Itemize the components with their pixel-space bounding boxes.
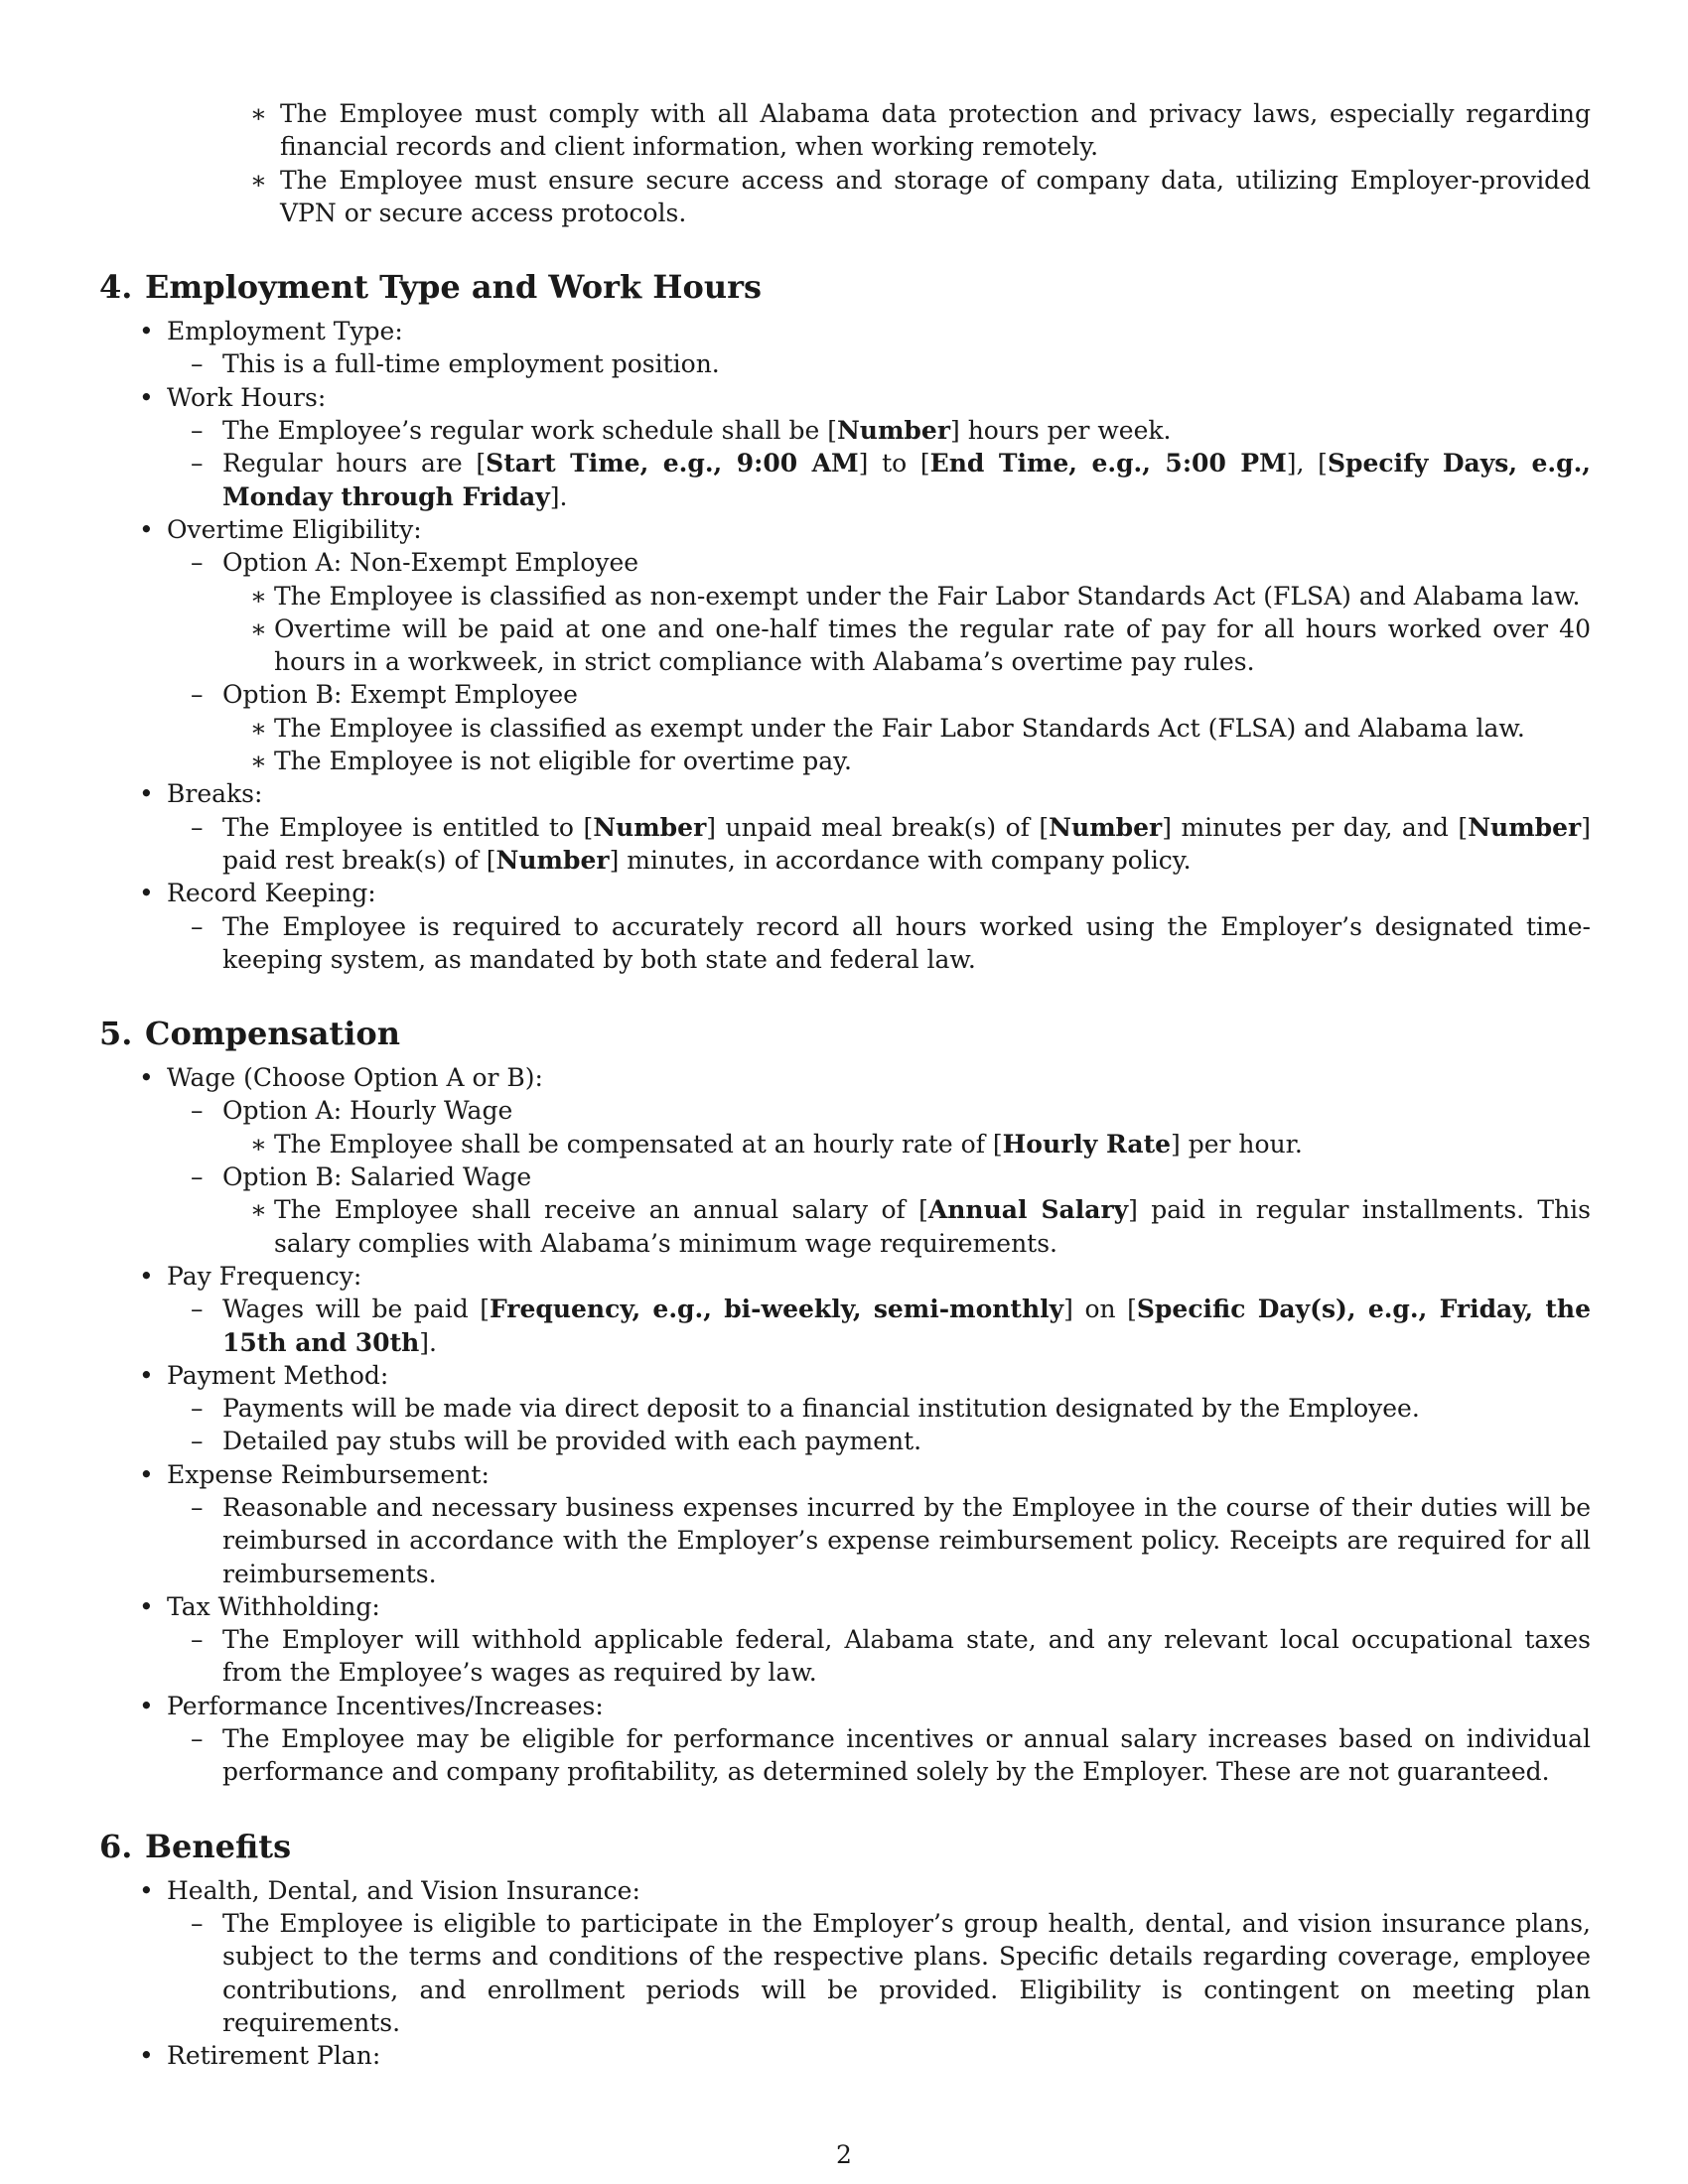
- list-item-tax-withholding: • Tax Withholding: – The Employer will withhold applicable federal, Alabama state, and any relevant local occupational taxes from the Employee’s wages as required by law.: [99, 1590, 1591, 1690]
- list-item: ∗ The Employee must ensure secure access and storage of company data, utilizing Employer-provided VPN or secure access protocols.: [240, 164, 1591, 230]
- section-4-list: [99, 315, 1591, 976]
- remote-work-list: [240, 97, 1591, 229]
- list-item-option-b: – Option B: Salaried Wage ∗ The Employee shall receive an annual salary of [Annual Salary] paid in regular installments. This salary complies with Alabama’s minimum wage requirements.: [161, 1160, 1591, 1260]
- page-number: 2: [836, 2140, 852, 2169]
- placeholder-field: Hourly Rate: [1002, 1129, 1172, 1159]
- list-item: ∗ The Employee shall receive an annual salary of [Annual Salary] paid in regular installments. This salary complies with Alabama’s minimum wage requirements.: [211, 1193, 1591, 1260]
- placeholder-field: Annual Salary: [927, 1195, 1129, 1225]
- list-item: – Detailed pay stubs will be provided with each payment.: [161, 1425, 1591, 1457]
- list-item: – The Employee may be eligible for performance incentives or annual salary increases based on individual performance and company profitability, as determined solely by the Employer. These are not guaranteed.: [161, 1722, 1591, 1789]
- list-item-performance-incentives: • Performance Incentives/Increases: – The Employee may be eligible for performance incentives or annual salary increases based on individual performance and company profitability, as determined solely by the Employer. These are not guaranteed.: [99, 1690, 1591, 1789]
- list-item-health-insurance: • Health, Dental, and Vision Insurance: – The Employee is eligible to participate in the Employer’s group health, dental, and vision insurance plans, subject to the terms and conditions of the respective plans. Specific details regarding coverage, employee contributions, and enrollment periods will be provided. Eligibility is contingent on meeting plan requirements.: [99, 1874, 1591, 2039]
- list-item-wage: • Wage (Choose Option A or B): – Option A: Hourly Wage ∗ The Employee shall be compensated at an hourly rate of [Hourly Rate] per hour. – Option B: Salaried Wage ∗ The Employee shall receive an annual salary of [Annual Salary] paid in regular installments. This salary complies with Alabama’s minimum wage requirements.: [99, 1061, 1591, 1260]
- list-item: ∗ The Employee must comply with all Alabama data protection and privacy laws, especially regarding financial records and client information, when working remotely.: [240, 97, 1591, 164]
- list-item: ∗ The Employee is classified as non-exempt under the Fair Labor Standards Act (FLSA) and Alabama law.: [211, 580, 1591, 613]
- list-item: ∗ The Employee shall be compensated at an hourly rate of [Hourly Rate] per hour.: [211, 1128, 1591, 1160]
- list-item: ∗ The Employee is classified as exempt under the Fair Labor Standards Act (FLSA) and Alabama law.: [211, 712, 1591, 745]
- placeholder-field: Frequency, e.g., bi-weekly, semi-monthly: [489, 1295, 1064, 1324]
- placeholder-field: Number: [495, 845, 610, 875]
- list-item: – Reasonable and necessary business expenses incurred by the Employee in the course of their duties will be reimbursed in accordance with the Employer’s expense reimbursement policy. Receipts are required for all reimbursements.: [161, 1491, 1591, 1590]
- placeholder-field: Number: [1049, 812, 1163, 842]
- list-item: – The Employee’s regular work schedule shall be [Number] hours per week.: [161, 414, 1591, 447]
- list-item: – The Employer will withhold applicable federal, Alabama state, and any relevant local occupational taxes from the Employee’s wages as required by law.: [161, 1623, 1591, 1690]
- list-item: – Regular hours are [Start Time, e.g., 9:00 AM] to [End Time, e.g., 5:00 PM], [Specify Days, e.g., Monday through Friday].: [161, 447, 1591, 513]
- placeholder-field: Specify Days, e.g., Monday through Friday: [222, 449, 1591, 511]
- section-5-list: [99, 1061, 1591, 1789]
- list-item: – Payments will be made via direct deposit to a financial institution designated by the Employee.: [161, 1392, 1591, 1425]
- list-item-overtime: • Overtime Eligibility: – Option A: Non-Exempt Employee ∗ The Employee is classified as non-exempt under the Fair Labor Standards Act (FLSA) and Alabama law. ∗ Overtime will be paid at one and one-half times the regular rate of pay for all hours worked over 40 hours in a workweek, in strict compliance with Alabama’s overtime pay rules. – Option B: Exempt Employee ∗ The Employee is classified as exempt under the Fair Labor Standards Act (FLSA) and Alabama law. ∗ The Employee is not eligible for overtime pay.: [99, 513, 1591, 777]
- list-item: – The Employee is eligible to participate in the Employer’s group health, dental, and vision insurance plans, subject to the terms and conditions of the respective plans. Specific details regarding coverage, employee contributions, and enrollment periods will be provided. Eligibility is contingent on meeting plan requirements.: [161, 1907, 1591, 2039]
- list-item-retirement-plan: • Retirement Plan:: [99, 2039, 1591, 2072]
- list-item-payment-method: • Payment Method: – Payments will be made via direct deposit to a financial institution designated by the Employee. – Detailed pay stubs will be provided with each payment.: [99, 1359, 1591, 1458]
- list-item-employment-type: • Employment Type: – This is a full-time employment position.: [99, 315, 1591, 381]
- list-item-option-a: – Option A: Non-Exempt Employee ∗ The Employee is classified as non-exempt under the Fair Labor Standards Act (FLSA) and Alabama law. ∗ Overtime will be paid at one and one-half times the regular rate of pay for all hours worked over 40 hours in a workweek, in strict compliance with Alabama’s overtime pay rules.: [161, 546, 1591, 678]
- list-item: – The Employee is required to accurately record all hours worked using the Employer’s designated time-keeping system, as mandated by both state and federal law.: [161, 910, 1591, 977]
- document-page: [99, 97, 1591, 2072]
- section-heading-employment-type: 4. Employment Type and Work Hours: [99, 268, 762, 307]
- placeholder-field: End Time, e.g., 5:00 PM: [929, 449, 1287, 478]
- list-item-record-keeping: • Record Keeping: – The Employee is required to accurately record all hours worked using the Employer’s designated time-keeping system, as mandated by both state and federal law.: [99, 877, 1591, 976]
- list-item-expense-reimbursement: • Expense Reimbursement: – Reasonable and necessary business expenses incurred by the Employee in the course of their duties will be reimbursed in accordance with the Employer’s expense reimbursement policy. Receipts are required for all reimbursements.: [99, 1458, 1591, 1590]
- list-item: – Wages will be paid [Frequency, e.g., bi-weekly, semi-monthly] on [Specific Day(s), e.g., Friday, the 15th and 30th].: [161, 1293, 1591, 1359]
- list-item-work-hours: • Work Hours: – The Employee’s regular work schedule shall be [Number] hours per week. – Regular hours are [Start Time, e.g., 9:00 AM] to [End Time, e.g., 5:00 PM], [Specify Days, e.g., Monday through Friday].: [99, 381, 1591, 513]
- list-item: ∗ The Employee is not eligible for overtime pay.: [211, 745, 1591, 777]
- section-heading-compensation: 5. Compensation: [99, 1015, 400, 1053]
- section-6-list: [99, 1874, 1591, 2073]
- placeholder-field: Specific Day(s), e.g., Friday, the 15th and 30th: [222, 1295, 1591, 1357]
- list-item: – The Employee is entitled to [Number] unpaid meal break(s) of [Number] minutes per day, and [Number] paid rest break(s) of [Number] minutes, in accordance with company policy.: [161, 811, 1591, 878]
- list-item-pay-frequency: • Pay Frequency: – Wages will be paid [Frequency, e.g., bi-weekly, semi-monthly] on [Specific Day(s), e.g., Friday, the 15th and 30th].: [99, 1260, 1591, 1359]
- list-item: ∗ Overtime will be paid at one and one-half times the regular rate of pay for all hours worked over 40 hours in a workweek, in strict compliance with Alabama’s overtime pay rules.: [211, 613, 1591, 679]
- list-item: – This is a full-time employment position.: [161, 347, 1591, 380]
- placeholder-field: Number: [836, 416, 950, 446]
- placeholder-field: Number: [593, 812, 707, 842]
- list-item-option-a: – Option A: Hourly Wage ∗ The Employee shall be compensated at an hourly rate of [Hourly Rate] per hour.: [161, 1094, 1591, 1160]
- list-item-option-b: – Option B: Exempt Employee ∗ The Employee is classified as exempt under the Fair Labor Standards Act (FLSA) and Alabama law. ∗ The Employee is not eligible for overtime pay.: [161, 678, 1591, 777]
- section-heading-benefits: 6. Benefits: [99, 1827, 292, 1865]
- placeholder-field: Number: [1468, 812, 1582, 842]
- placeholder-field: Start Time, e.g., 9:00 AM: [486, 449, 859, 478]
- list-item-breaks: • Breaks: – The Employee is entitled to [Number] unpaid meal break(s) of [Number] minutes per day, and [Number] paid rest break(s) of [Number] minutes, in accordance with company policy.: [99, 777, 1591, 877]
